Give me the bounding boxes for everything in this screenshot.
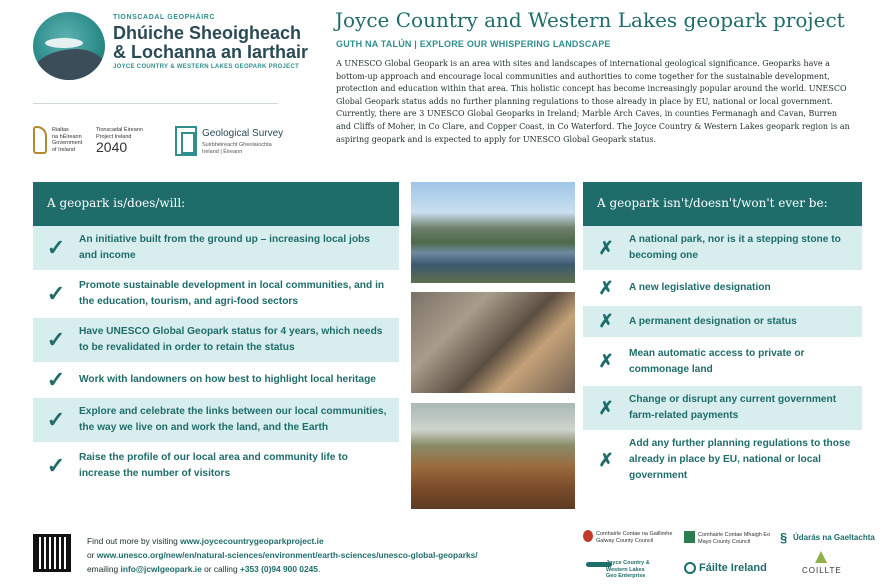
udaras-logo-text: Údarás na Gaeltachta [793, 533, 875, 542]
cross-icon: ✗ [598, 449, 614, 470]
galway-logo-text [596, 531, 672, 544]
cross-icon: ✗ [598, 351, 614, 371]
list-item [33, 364, 399, 398]
udaras-icon: § [780, 530, 788, 545]
footer-line-1 [87, 536, 324, 546]
list-item [583, 432, 862, 490]
geological-survey-icon [175, 126, 197, 156]
failte-logo-text: Fáilte Ireland [699, 562, 767, 574]
pi-line1: Tionscadal Éireann [96, 127, 143, 133]
qr-code[interactable] [33, 534, 71, 572]
check-icon: ✓ [46, 453, 66, 478]
gov-line2: na hÉireann [52, 133, 82, 140]
cross-icon: ✗ [598, 277, 614, 298]
footer-text: or calling [201, 564, 240, 574]
list-item [583, 306, 862, 339]
mayo-line2: Mayo County Council [698, 538, 751, 545]
intro-paragraph: A UNESCO Global Geopark is an area with sites and landscapes of international geological significance. Geoparks have a bottom-up approach and encourage local communities and authorities to come together for the sustainable development, protection and education within that area. This holistic concept has become increasingly popular around the world. UNESCO Global Geopark status adds no further planning regulations to those already in place by EU, national or local government. Currently, there are 3 UNESCO Global Geoparks in Ireland; Marble Arch Caves, in counties Fermanagh and Cavan, Burren and Cliffs of Moher, in Co Clare, and Copper Coast, in Co Waterford. The Joyce Country & Western Lakes geopark region is an aspiring geopark and is expected to apply for UNESCO Global Geopark status. [336, 59, 850, 144]
list-item-text: Promote sustainable development in local communities, and in the education, tourism, and agri-food sectors [79, 280, 385, 307]
gov-line3: Government [52, 140, 83, 146]
mayo-line1: Comhairle Contae Mhaigh Eo [698, 532, 771, 538]
footer-line-2 [87, 550, 478, 560]
unesco-link[interactable]: www.unesco.org/new/en/natural-sciences/environment/earth-sciences/unesco-global-geoparks/ [96, 550, 478, 560]
check-icon: ✓ [46, 367, 66, 392]
jcwl-line3: Geo Enterprise [606, 573, 646, 579]
logo-title-line2: & Lochanna an Iarthair [113, 42, 309, 62]
galway-line2: Galway County Council [596, 537, 654, 544]
list-item [583, 339, 862, 386]
tagline: GUTH NA TALÚN | EXPLORE OUR WHISPERING LANDSCAPE [336, 39, 611, 49]
gs-line1: Suirbhéireacht Gheolaíochta [202, 142, 272, 148]
footer-text: Find out more by visiting [87, 536, 181, 546]
check-icon: ✓ [46, 235, 66, 260]
footer-text: or [87, 550, 97, 560]
email-link[interactable]: info@jcwlgeopark.ie [120, 564, 202, 574]
list-item [33, 444, 399, 490]
list-item-text: Mean automatic access to private or commonage land [629, 347, 805, 375]
mayo-logo-text [698, 532, 770, 545]
list-item [33, 398, 399, 444]
list-item [583, 226, 862, 272]
logo-title [113, 24, 308, 62]
pi-line2: Project Ireland [96, 133, 132, 140]
mayo-crest-icon [684, 531, 695, 543]
list-item-text: Work with landowners on how best to highlight local heritage [79, 374, 376, 385]
footer-text: emailing [87, 564, 121, 574]
page-title: Joyce Country and Western Lakes geopark project [335, 8, 845, 32]
hikers-valley-photo [411, 403, 575, 509]
geopark-isnt-column [583, 182, 862, 490]
list-item [33, 272, 399, 318]
jcwl-logo-text [606, 560, 650, 580]
cross-icon: ✗ [598, 237, 614, 258]
failte-icon [684, 562, 696, 574]
government-logo-text [52, 127, 92, 153]
list-item-text: A national park, nor is it a stepping stone to becoming one [629, 234, 841, 261]
gs-line2: Ireland | Éireann [202, 148, 243, 155]
check-icon: ✓ [46, 327, 66, 352]
website-link[interactable]: www.joycecountrygeoparkproject.ie [180, 536, 324, 546]
logo-title-line1: Dhúiche Sheoigheach [113, 23, 302, 43]
geopark-logo-icon [33, 12, 105, 80]
galway-line1: Comhairle Contae na Gaillimhe [596, 531, 673, 537]
footer-text: . [317, 564, 321, 574]
list-item [583, 272, 862, 306]
cross-icon: ✗ [598, 397, 614, 418]
check-icon: ✓ [46, 407, 66, 432]
geological-survey-title: Geological Survey [202, 128, 284, 139]
list-item-text: An initiative built from the ground up – increasing local jobs and income [79, 234, 370, 261]
footer-line-3 [87, 564, 320, 574]
list-item-text: Change or disrupt any current government farm-related payments [629, 394, 837, 421]
galway-crest-icon [583, 530, 593, 542]
phone-link[interactable]: +353 (0)94 900 0245 [239, 564, 318, 574]
harp-icon [33, 126, 47, 154]
is-column-heading: A geopark is/does/will: [33, 182, 399, 226]
list-item-text: Raise the profile of our local area and community life to increase the number of visitors [79, 452, 348, 479]
list-item-text: Explore and celebrate the links between our local communities, the way we live on and work the land, and the Earth [79, 406, 387, 433]
geological-survey-subtitle [202, 142, 282, 155]
header-divider [33, 103, 278, 104]
check-icon: ✓ [46, 281, 66, 306]
jcwl-line2: Western Lakes [606, 566, 645, 573]
list-item [583, 386, 862, 432]
list-item [33, 226, 399, 272]
jcwl-line1: Joyce Country & [606, 560, 650, 566]
gov-line1: Rialtas [52, 127, 69, 133]
coillte-logo-text: COILLTE [802, 566, 842, 575]
gov-line4: of Ireland [52, 146, 75, 153]
cross-icon: ✗ [598, 311, 614, 331]
landscape-lake-photo [411, 182, 575, 283]
list-item-text: Have UNESCO Global Geopark status for 4 years, which needs to be revalidated in order to retain the status [79, 326, 383, 353]
project-ireland-year: 2040 [96, 139, 128, 155]
logo-small-title: TIONSCADAL GEOPHÁIRC [113, 14, 216, 21]
coillte-tree-icon [815, 551, 827, 563]
geopark-is-column [33, 182, 399, 490]
isnt-column-heading: A geopark isn't/doesn't/won't ever be: [583, 182, 862, 226]
list-item-text: Add any further planning regulations to those already in place by EU, national or local government [629, 438, 851, 481]
spinning-wheel-photo [411, 292, 575, 393]
list-item [33, 318, 399, 364]
list-item-text: A new legislative designation [629, 282, 771, 293]
logo-subtitle: JOYCE COUNTRY & WESTERN LAKES GEOPARK PROJECT [113, 64, 300, 70]
list-item-text: A permanent designation or status [629, 315, 797, 327]
